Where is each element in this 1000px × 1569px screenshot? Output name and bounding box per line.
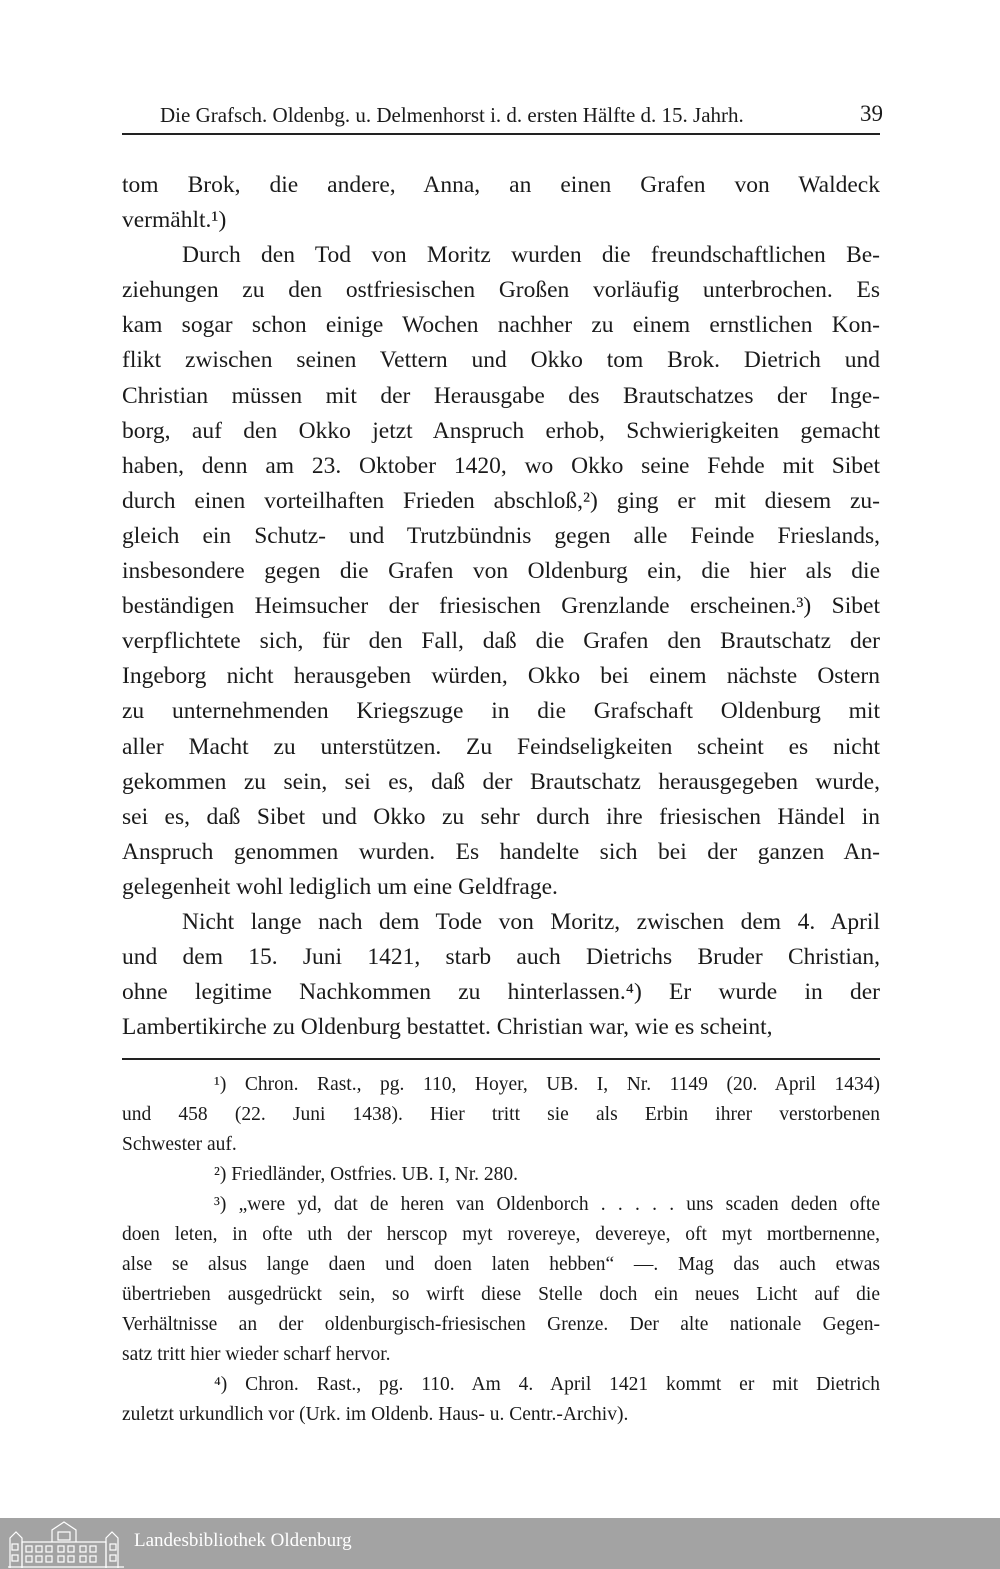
body-text	[122, 168, 880, 1045]
footnote-line: Schwester auf.	[122, 1134, 237, 1155]
library-name: Landesbibliothek Oldenburg	[134, 1530, 352, 1551]
text-line: haben, denn am 23. Oktober 1420, wo Okko seine Fehde mit Sibet	[122, 452, 880, 479]
page-number: 39	[860, 101, 883, 126]
text-line: sei es, daß Sibet und Okko zu sehr durch ihre friesischen Händel in	[122, 803, 880, 830]
text-line: aller Macht zu unterstützen. Zu Feindseligkeiten scheint es nicht	[122, 733, 880, 760]
text-line: beständigen Heimsucher der friesischen Grenzlande erscheinen.³) Sibet	[122, 593, 880, 620]
text-line: Ingeborg nicht herausgeben würden, Okko bei einem nächste Ostern	[122, 663, 880, 690]
text-line: borg, auf den Okko jetzt Anspruch erhob, Schwierigkeiten gemacht	[122, 417, 880, 444]
footnote-line: Verhältnisse an der oldenburgisch-friesischen Grenze. Der alte nationale Gegen-	[122, 1314, 880, 1335]
footnote-line: ¹) Chron. Rast., pg. 110, Hoyer, UB. I, Nr. 1149 (20. April 1434)	[214, 1074, 880, 1095]
text-line: gelegenheit wohl lediglich um eine Geldfrage.	[122, 873, 558, 900]
text-line: Lambertikirche zu Oldenburg bestattet. Christian war, wie es scheint,	[122, 1014, 773, 1041]
text-line: kam sogar schon einige Wochen nachher zu einem ernstlichen Kon-	[122, 312, 880, 339]
library-footer-bar	[0, 1518, 1000, 1569]
text-line: ziehungen zu den ostfriesischen Großen vorläufig unterbrochen. Es	[122, 277, 880, 304]
footnote-line: ³) „were yd, dat de heren van Oldenborch . . . . . uns scaden deden ofte	[214, 1194, 880, 1215]
text-line: ohne legitime Nachkommen zu hinterlassen.⁴) Er wurde in der	[122, 979, 880, 1006]
text-line: verpflichtete sich, für den Fall, daß die Grafen den Brautschatz der	[122, 628, 880, 655]
text-line: und dem 15. Juni 1421, starb auch Dietrichs Bruder Christian,	[122, 944, 880, 971]
text-line: flikt zwischen seinen Vettern und Okko tom Brok. Dietrich und	[122, 347, 880, 374]
header-rule	[122, 133, 880, 135]
footnote-line: satz tritt hier wieder scharf hervor.	[122, 1344, 391, 1365]
text-line: Christian müssen mit der Herausgabe des Brautschatzes der Inge-	[122, 382, 880, 409]
text-line: gleich ein Schutz- und Trutzbündnis gegen alle Feinde Frieslands,	[122, 522, 880, 549]
footnotes	[122, 1070, 880, 1430]
running-title: Die Grafsch. Oldenbg. u. Delmenhorst i. d. ersten Hälfte d. 15. Jahrh.	[160, 103, 744, 127]
text-line: Anspruch genommen wurden. Es handelte sich bei der ganzen An-	[122, 838, 880, 865]
footnote-rule	[122, 1058, 880, 1060]
footnote-line: alse se alsus lange daen und doen laten hebben“ —. Mag das auch etwas	[122, 1254, 880, 1275]
text-line: Durch den Tod von Moritz wurden die freundschaftlichen Be-	[182, 242, 880, 269]
footnote-line: ²) Friedländer, Ostfries. UB. I, Nr. 280.	[214, 1164, 519, 1185]
footnote-line: und 458 (22. Juni 1438). Hier tritt sie als Erbin ihrer verstorbenen	[122, 1104, 880, 1125]
text-line: tom Brok, die andere, Anna, an einen Grafen von Waldeck	[122, 172, 880, 198]
footnote-line: ⁴) Chron. Rast., pg. 110. Am 4. April 1421 kommt er mit Dietrich	[214, 1374, 880, 1395]
text-line: gekommen zu sein, sei es, daß der Brautschatz herausgegeben wurde,	[122, 768, 880, 795]
footnote-line: übertrieben ausgedrückt sein, so wirft diese Stelle doch ein neues Licht auf die	[122, 1284, 880, 1305]
running-header	[160, 101, 883, 131]
text-line: Nicht lange nach dem Tode von Moritz, zwischen dem 4. April	[182, 908, 880, 935]
text-line: zu unternehmenden Kriegszuge in die Grafschaft Oldenburg mit	[122, 698, 880, 725]
text-line: insbesondere gegen die Grafen von Oldenburg ein, die hier als die	[122, 558, 880, 585]
footnote-line: doen leten, in ofte uth der herscop myt rovereye, devereye, oft myt mortbernenne,	[122, 1224, 880, 1245]
text-line: vermählt.¹)	[122, 207, 227, 234]
footnote-line: zuletzt urkundlich vor (Urk. im Oldenb. Haus- u. Centr.-Archiv).	[122, 1404, 629, 1425]
text-line: durch einen vorteilhaften Frieden abschloß,²) ging er mit diesem zu-	[122, 487, 880, 514]
library-building-logo-icon	[6, 1520, 126, 1569]
